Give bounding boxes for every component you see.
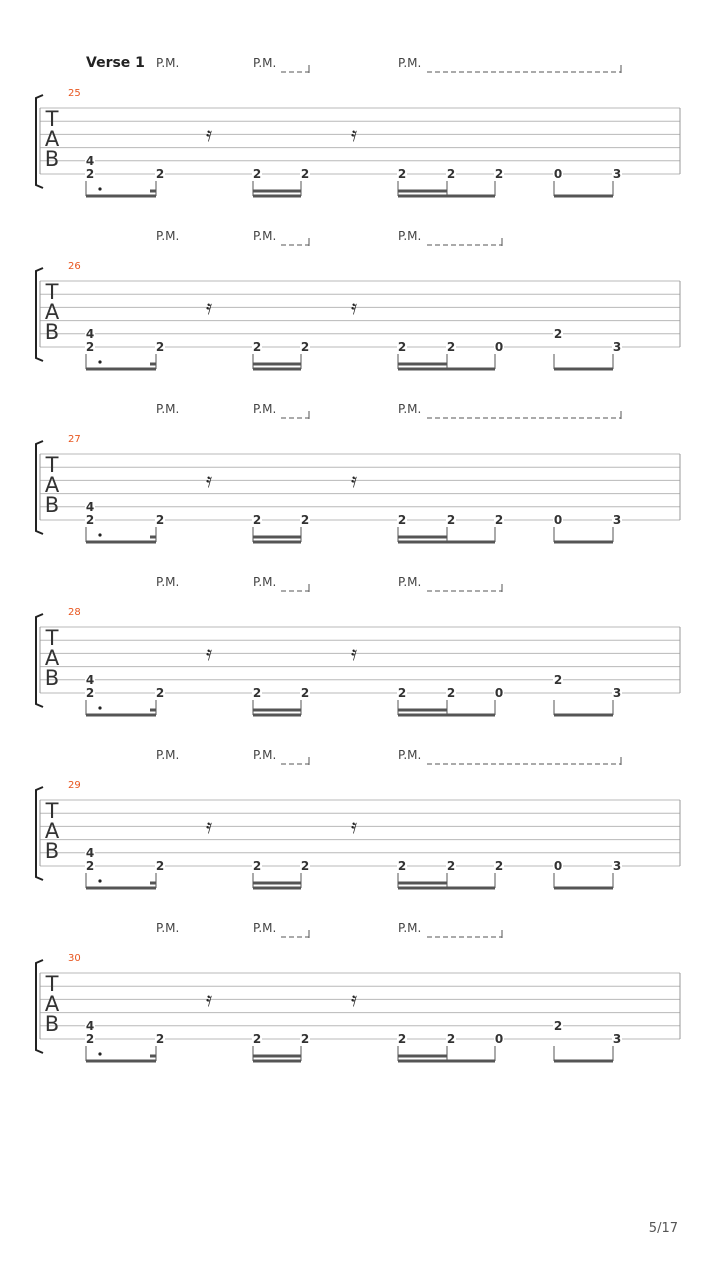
fret-number: 0 (553, 859, 563, 873)
rest-symbol: 𝄿 (205, 295, 213, 319)
fret-number: 4 (85, 153, 95, 168)
fret-number: 3 (612, 167, 622, 181)
fret-number: 2 (155, 859, 165, 873)
tab-clef-letter: B (44, 839, 60, 863)
fret-number: 2 (85, 1032, 95, 1046)
dot (98, 187, 101, 190)
page-number: 5/17 (648, 1221, 678, 1236)
palm-mute-label: P.M. (156, 56, 180, 70)
rest-symbol: 𝄿 (350, 295, 358, 319)
rest-symbol: 𝄿 (205, 814, 213, 838)
fret-number: 2 (553, 1018, 563, 1033)
fret-number: 2 (85, 686, 95, 700)
palm-mute-label: P.M. (156, 402, 180, 416)
tab-clef-letter: B (44, 1012, 60, 1036)
fret-number: 3 (612, 686, 622, 700)
palm-mute-label: P.M. (398, 56, 422, 70)
fret-number: 2 (397, 686, 407, 700)
tab-clef-letter: B (44, 320, 60, 344)
fret-number: 3 (612, 859, 622, 873)
fret-number: 2 (252, 686, 262, 700)
dot (98, 533, 101, 536)
rest-symbol: 𝄿 (205, 641, 213, 665)
tab-clef-letter: A (44, 646, 60, 670)
measure-number: 30 (68, 953, 81, 964)
tab-clef-letter: A (44, 473, 60, 497)
fret-number: 2 (494, 167, 504, 181)
rest-symbol: 𝄿 (205, 987, 213, 1011)
rest-symbol: 𝄿 (350, 814, 358, 838)
palm-mute-label: P.M. (398, 748, 422, 762)
rest-symbol: 𝄿 (350, 641, 358, 665)
dot (98, 706, 101, 709)
fret-number: 4 (85, 326, 95, 341)
section-label: Verse 1 (86, 55, 145, 71)
fret-number: 2 (446, 1032, 456, 1046)
palm-mute-label: P.M. (156, 748, 180, 762)
palm-mute-label: P.M. (398, 575, 422, 589)
palm-mute-label: P.M. (398, 402, 422, 416)
fret-number: 2 (446, 513, 456, 527)
tab-clef-letter: T (45, 107, 59, 131)
palm-mute-label: P.M. (398, 921, 422, 935)
tab-clef-letter: B (44, 147, 60, 171)
fret-number: 2 (155, 1032, 165, 1046)
measure-number: 29 (68, 780, 81, 791)
fret-number: 2 (155, 340, 165, 354)
fret-number: 2 (300, 340, 310, 354)
tab-clef-letter: T (45, 626, 59, 650)
fret-number: 2 (397, 1032, 407, 1046)
fret-number: 0 (494, 340, 504, 354)
fret-number: 2 (553, 672, 563, 687)
fret-number: 4 (85, 499, 95, 514)
fret-number: 3 (612, 340, 622, 354)
fret-number: 2 (85, 859, 95, 873)
fret-number: 4 (85, 845, 95, 860)
palm-mute-label: P.M. (253, 402, 277, 416)
fret-number: 2 (494, 859, 504, 873)
dot (98, 1052, 101, 1055)
fret-number: 2 (446, 686, 456, 700)
measure-number: 26 (68, 261, 81, 272)
fret-number: 2 (397, 859, 407, 873)
fret-number: 0 (553, 167, 563, 181)
tab-clef-letter: A (44, 819, 60, 843)
tab-clef-letter: T (45, 972, 59, 996)
measure-number: 25 (68, 88, 81, 99)
fret-number: 0 (553, 513, 563, 527)
fret-number: 3 (612, 1032, 622, 1046)
fret-number: 2 (553, 326, 563, 341)
fret-number: 2 (397, 340, 407, 354)
tab-clef-letter: A (44, 300, 60, 324)
palm-mute-label: P.M. (253, 56, 277, 70)
fret-number: 2 (446, 859, 456, 873)
fret-number: 2 (252, 167, 262, 181)
tab-clef-letter: A (44, 992, 60, 1016)
tab-clef-letter: T (45, 280, 59, 304)
palm-mute-label: P.M. (253, 575, 277, 589)
fret-number: 2 (446, 340, 456, 354)
fret-number: 2 (300, 859, 310, 873)
fret-number: 0 (494, 1032, 504, 1046)
fret-number: 2 (300, 1032, 310, 1046)
tab-clef-letter: T (45, 453, 59, 477)
tab-clef-letter: B (44, 666, 60, 690)
fret-number: 2 (252, 513, 262, 527)
dot (98, 879, 101, 882)
rest-symbol: 𝄿 (205, 122, 213, 146)
fret-number: 2 (155, 513, 165, 527)
palm-mute-label: P.M. (156, 575, 180, 589)
tab-clef-letter: B (44, 493, 60, 517)
fret-number: 2 (252, 340, 262, 354)
fret-number: 2 (397, 167, 407, 181)
dot (98, 360, 101, 363)
fret-number: 2 (300, 513, 310, 527)
fret-number: 2 (85, 340, 95, 354)
measure-number: 27 (68, 434, 81, 445)
palm-mute-label: P.M. (156, 229, 180, 243)
fret-number: 2 (155, 167, 165, 181)
fret-number: 2 (300, 167, 310, 181)
palm-mute-label: P.M. (253, 748, 277, 762)
palm-mute-label: P.M. (398, 229, 422, 243)
fret-number: 4 (85, 672, 95, 687)
rest-symbol: 𝄿 (205, 468, 213, 492)
tab-clef-letter: T (45, 799, 59, 823)
tab-clef-letter: A (44, 127, 60, 151)
fret-number: 2 (446, 167, 456, 181)
fret-number: 2 (252, 1032, 262, 1046)
fret-number: 2 (300, 686, 310, 700)
fret-number: 0 (494, 686, 504, 700)
fret-number: 3 (612, 513, 622, 527)
fret-number: 2 (85, 513, 95, 527)
fret-number: 2 (85, 167, 95, 181)
palm-mute-label: P.M. (156, 921, 180, 935)
palm-mute-label: P.M. (253, 229, 277, 243)
fret-number: 4 (85, 1018, 95, 1033)
fret-number: 2 (397, 513, 407, 527)
fret-number: 2 (252, 859, 262, 873)
palm-mute-label: P.M. (253, 921, 277, 935)
rest-symbol: 𝄿 (350, 122, 358, 146)
fret-number: 2 (155, 686, 165, 700)
rest-symbol: 𝄿 (350, 468, 358, 492)
rest-symbol: 𝄿 (350, 987, 358, 1011)
fret-number: 2 (494, 513, 504, 527)
measure-number: 28 (68, 607, 81, 618)
